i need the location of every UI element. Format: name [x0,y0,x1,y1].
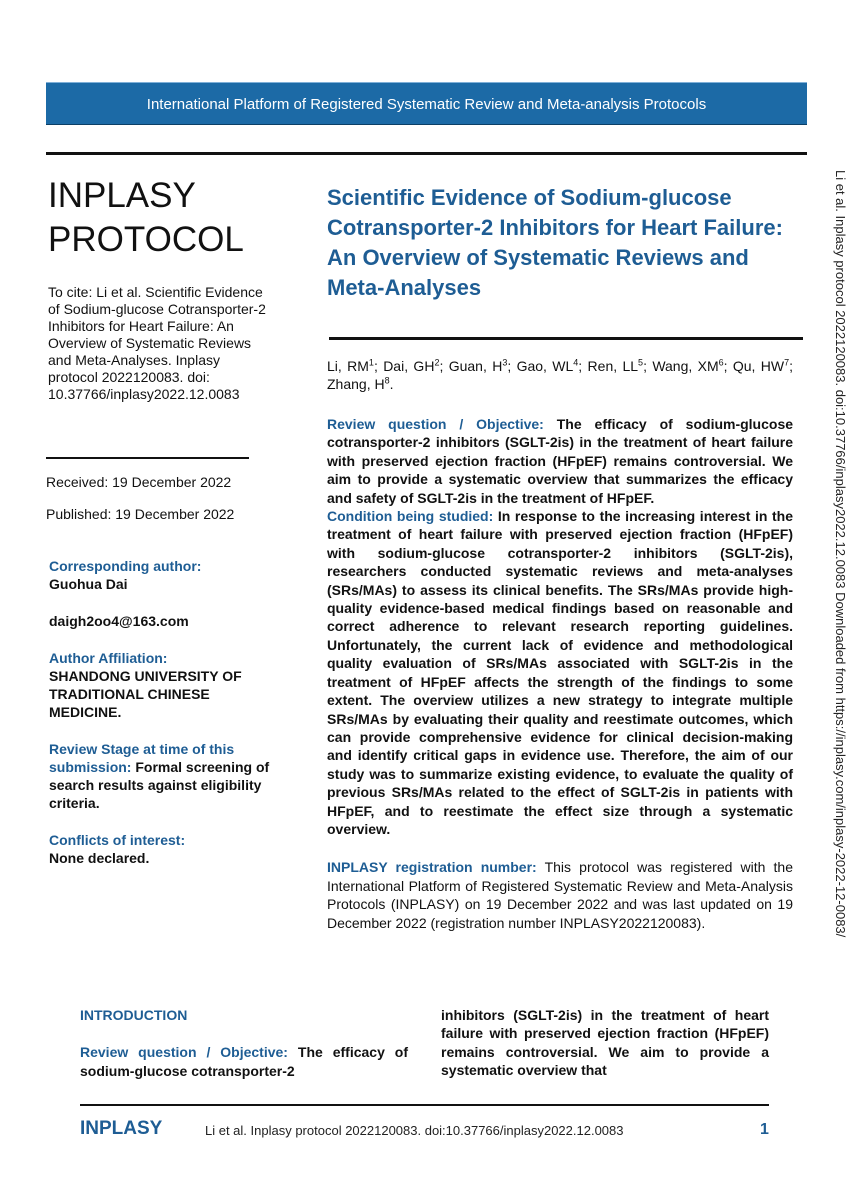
paper-title: Scientific Evidence of Sodium-glucose Cotransporter-2 Inhibitors for Heart Failure: An Overview of Systematic Reviews and Meta-Analyses [327,185,783,300]
introduction-left-column [80,1006,408,1080]
review-stage-value: Formal screening of search results against eligibility criteria. [49,759,270,811]
review-question-label: Review question / Objective: [327,416,544,432]
affiliation-label: Author Affiliation: [49,650,168,666]
author-info-sidebar [49,557,281,886]
published-date: Published: 19 December 2022 [46,506,235,522]
intro-review-question-label: Review question / Objective: [80,1044,288,1061]
author-email: daigh2oo4@163.com [49,613,189,629]
email-block [49,612,281,630]
affiliation-block [49,649,281,721]
footer-citation: Li et al. Inplasy protocol 2022120083. doi:10.37766/inplasy2022.12.0083 [205,1123,624,1138]
citation-text: To cite: Li et al. Scientific Evidence of Sodium-glucose Cotransporter-2 Inhibitors for Heart Failure: An Overview of Systematic Reviews and Meta-Analyses. Inplasy protocol 2022120083. doi: 10.37766/inplasy2022.12.0083 [48,284,266,402]
vertical-download-note: Li et al. Inplasy protocol 2022120083. doi:10.37766/inplasy2022.12.0083 Downloaded from https://inplasy.com/inplasy-2022-12-0083/ [833,170,848,938]
author: Qu, $HW^7$ [732,357,790,374]
review-stage-block [49,740,281,812]
abstract [327,415,793,932]
dates-block [46,474,276,523]
corresponding-author-label: Corresponding author: [49,558,202,574]
corresponding-author-block [49,557,281,593]
left-divider [46,457,249,459]
title-rule [329,337,803,340]
conflicts-block [49,831,281,867]
introduction-paragraph [80,1043,408,1080]
author: Guan, $H^3$ [448,357,508,374]
introduction-heading: INTRODUCTION [80,1007,188,1023]
condition-label: Condition being studied: [327,508,494,525]
review-question-paragraph [327,415,793,507]
author: Li, $RM^1$ [327,357,374,374]
conflicts-value: None declared. [49,850,150,866]
top-rule [46,152,807,155]
registration-paragraph [327,858,793,932]
author: Dai, $GH^2$ [383,357,440,374]
intro-text-right: inhibitors (SGLT-2is) in the treatment of heart failure with preserved ejection fraction (HFpEF) remains controversial. We aim to provide a systematic overview that [441,1007,769,1079]
intro-text-left: The efficacy of sodium-glucose cotransporter-2 [80,1044,409,1079]
protocol-heading [48,174,298,262]
received-date: Received: 19 December 2022 [46,474,232,490]
registration-label: INPLASY registration number: [327,859,537,876]
journal-banner: International Platform of Registered Systematic Review and Meta-analysis Protocols [46,82,807,125]
author: Wang, $XM^6$ [652,357,724,374]
footer-logo: INPLASY [80,1118,163,1139]
condition-text: In response to the increasing interest in the treatment of heart failure with preserved ejection fraction (HFpEF) with sodium-glucose cotransporter-2 inhibitors (SGLT-2is), researchers conducted systematic reviews and meta-analyses (SRs/MAs) to assess its clinical benefits. The SRs/MAs provide high-quality evidence-based medical findings based on reasonable and correct adherence to relevant research reporting guidelines. Unfortunately, the current lack of evidence and methodological quality evaluation of SRs/MAs associated with SGLT-2is in the treatment of HFpEF affects the strength of the findings to some extent. The overview utilizes a new strategy to integrate multiple SRs/MAs by evaluating their quality and reestimate outcomes, which can provide comprehensive evidence for clinical decision-making and identify critical gaps in evidence use. Therefore, the aim of our study was to summarize existing evidence, to evaluate the quality of previous SRs/MAs related to the effect of SGLT-2is in patients with HFpEF, and to reestimate the effect size through a systematic overview. [327,508,794,837]
conflicts-label: Conflicts of interest: [49,832,186,848]
corresponding-author-name: Guohua Dai [49,576,128,592]
registration-text: This protocol was registered with the International Platform of Registered Systematic Review and Meta-Analysis Protocols (INPLASY) on 19 December 2022 and was last updated on 19 December 2022 (registration number INPLASY2022120083). [327,859,794,931]
footer-rule [80,1104,769,1106]
protocol-heading-line1: INPLASY [48,176,196,215]
review-question-text: The efficacy of sodium-glucose cotransporter-2 inhibitors (SGLT-2is) in the treatment of heart failure with preserved ejection fraction (HFpEF) remains controversial. We aim to provide a systematic overview that summarizes the efficacy and safety of SGLT-2is in the treatment of HFpEF. [327,416,794,506]
affiliation-value: SHANDONG UNIVERSITY OF TRADITIONAL CHINESE MEDICINE. [49,668,242,720]
author: Zhang, $H^8$ [327,375,390,392]
page-number: 1 [760,1121,769,1138]
author: Ren, $LL^5$ [587,357,644,374]
author: Gao, $WL^4$ [516,357,579,374]
protocol-heading-line2: PROTOCOL [48,220,244,259]
author-list: Li, $RM^1$; Dai, $GH^2$; Guan, $H^3$; Gao, $WL^4$; Ren, $LL^5$; Wang, $XM^6$; Qu, $HW^7$; Zhang, $H^8$. [327,357,794,392]
condition-paragraph [327,507,793,838]
review-stage-label: Review Stage at time of this submission: [49,741,235,775]
